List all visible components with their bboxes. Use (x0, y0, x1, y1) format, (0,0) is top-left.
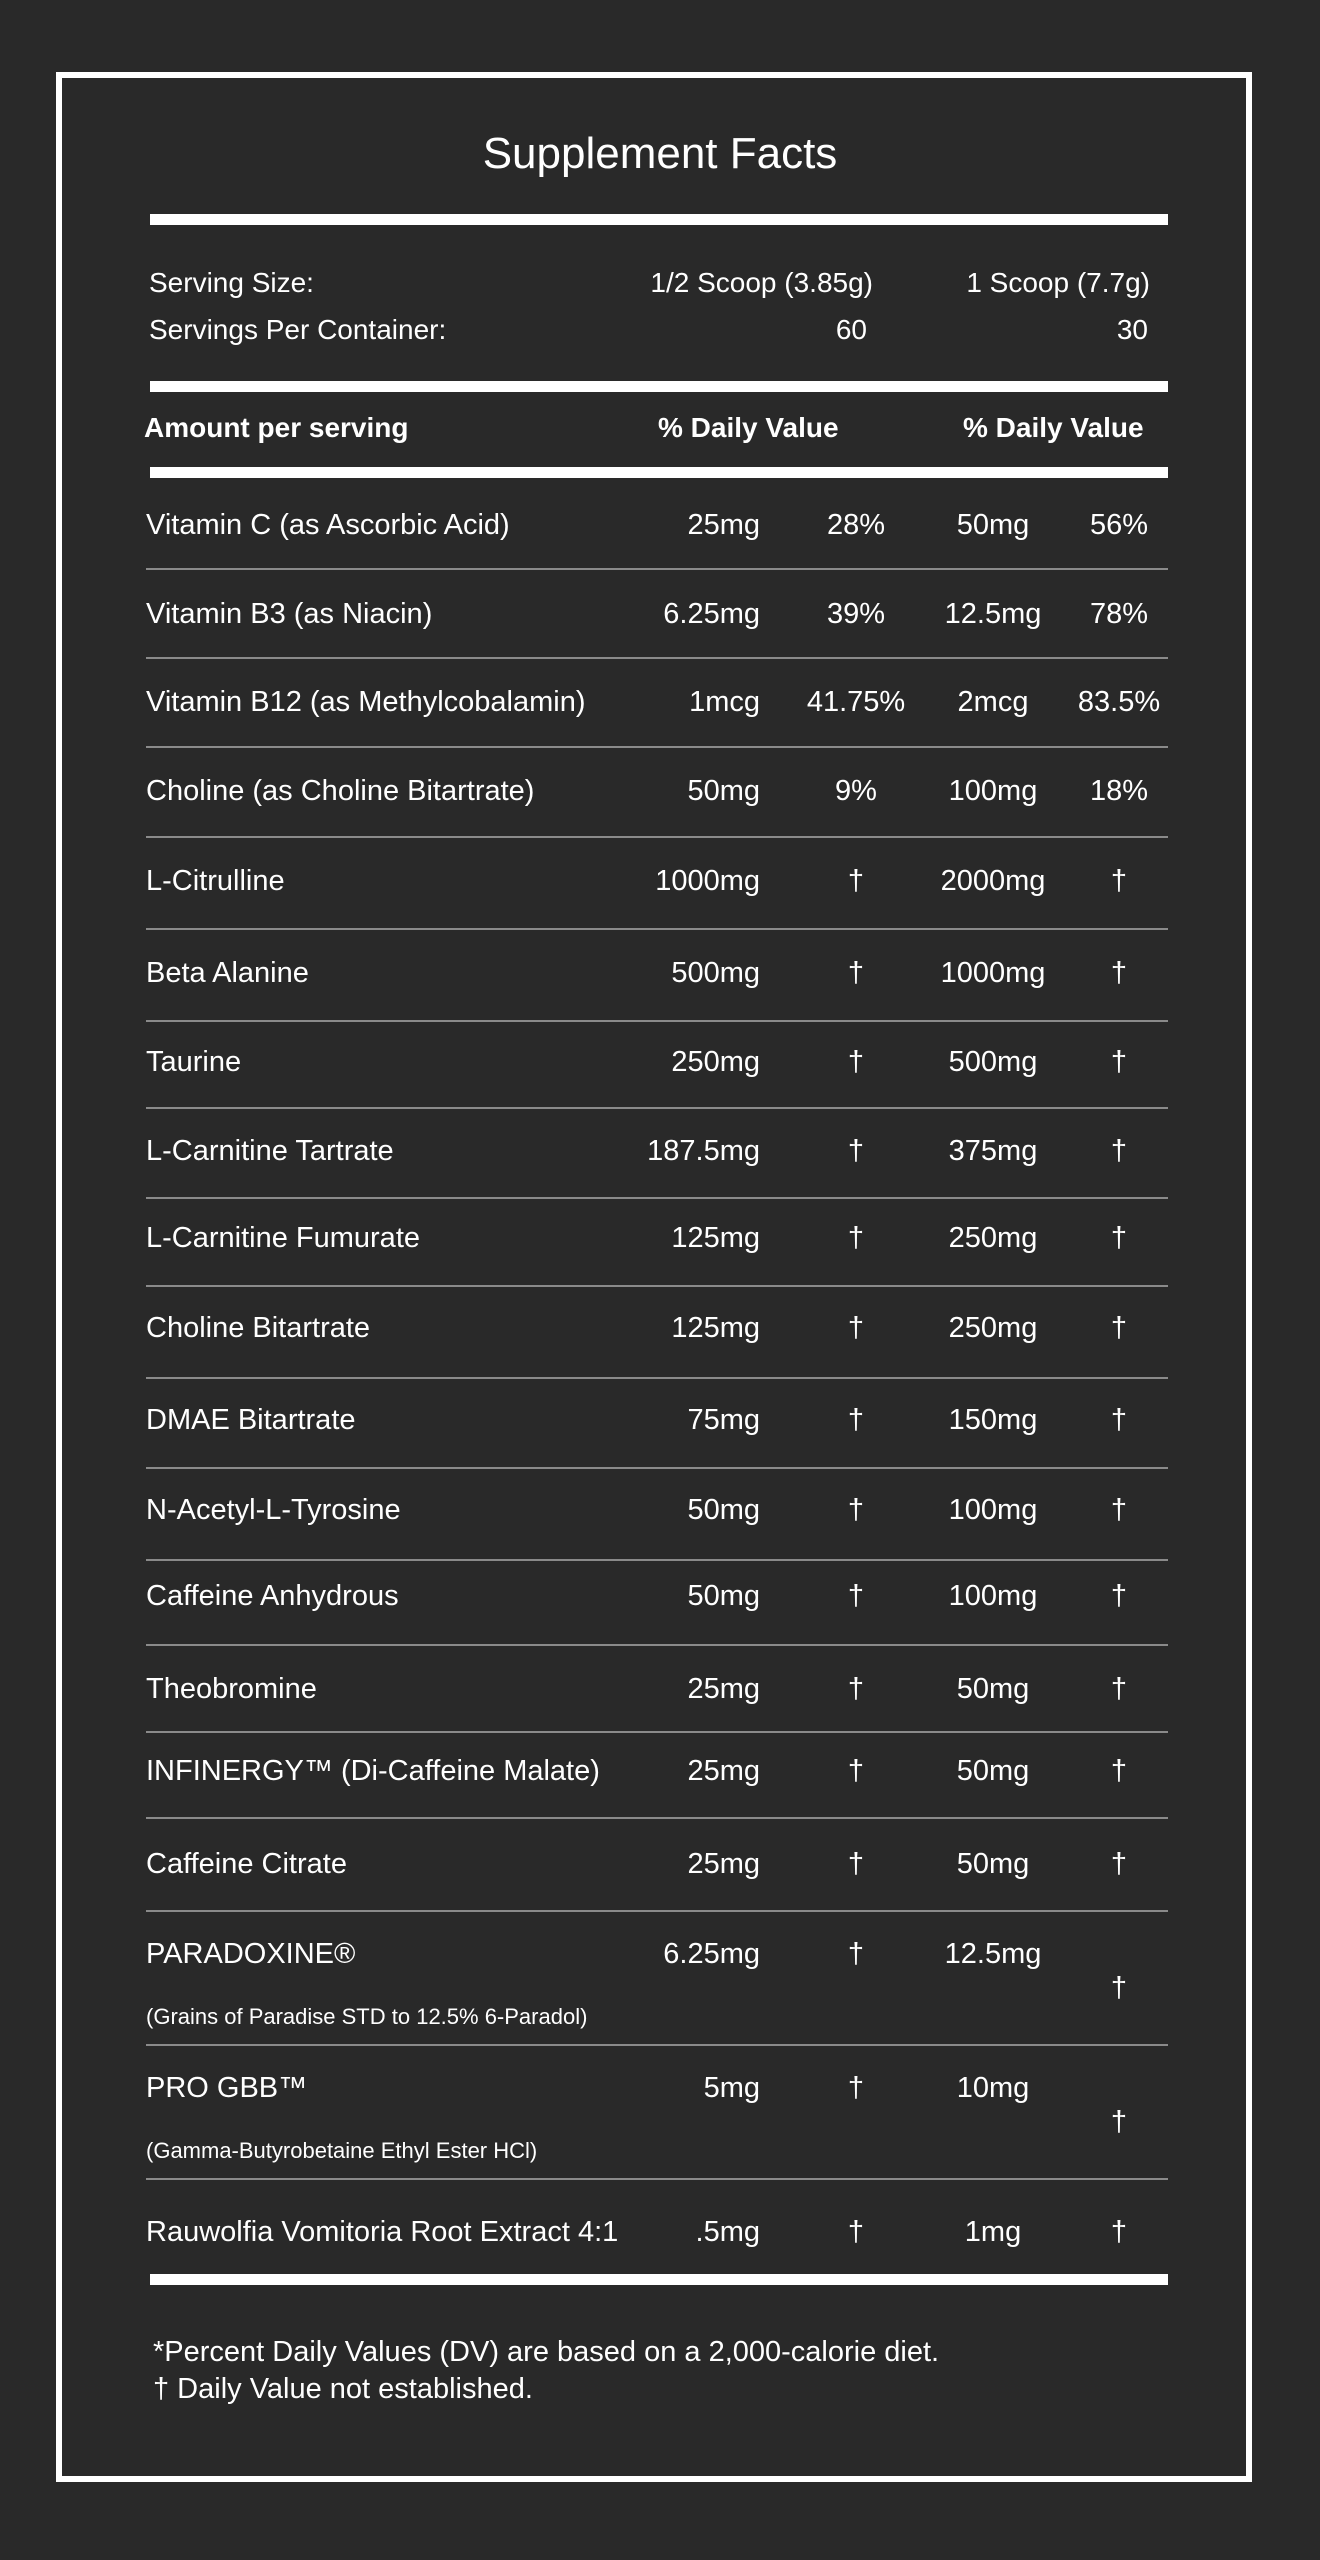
serving-size-label: Serving Size: (149, 267, 314, 298)
header-daily-value-full: % Daily Value (963, 412, 1144, 443)
daily-value-half-scoop: 9% (835, 775, 877, 807)
ingredient-name: INFINERGY™ (Di-Caffeine Malate) (146, 1755, 600, 1787)
amount-half-scoop: 187.5mg (647, 1135, 760, 1167)
daily-value-full-scoop: † (1110, 1673, 1128, 1705)
daily-value-half-scoop: 41.75% (806, 686, 906, 718)
servings-per-container-half: 60 (835, 314, 867, 345)
daily-value-full-scoop: † (1110, 1972, 1128, 2004)
footnote-dagger: † Daily Value not established. (153, 2373, 533, 2405)
amount-full-scoop: 150mg (948, 1404, 1038, 1436)
ingredient-name: Vitamin B3 (as Niacin) (146, 598, 433, 630)
amount-half-scoop: 125mg (671, 1312, 760, 1344)
daily-value-half-scoop: † (847, 1494, 865, 1526)
serving-size-full: 1 Scoop (7.7g) (966, 267, 1150, 298)
row-divider (146, 1285, 1168, 1287)
daily-value-full-scoop: † (1110, 1848, 1128, 1880)
divider-thick (150, 2274, 1168, 2285)
servings-per-container-full: 30 (1116, 314, 1148, 345)
amount-half-scoop: 6.25mg (663, 1938, 760, 1970)
ingredient-name: Taurine (146, 1046, 242, 1078)
ingredient-name: L-Citrulline (146, 865, 285, 897)
daily-value-full-scoop: † (1110, 1580, 1128, 1612)
amount-full-scoop: 250mg (948, 1312, 1038, 1344)
amount-half-scoop: 25mg (687, 509, 760, 541)
ingredient-name: Theobromine (146, 1673, 317, 1705)
amount-full-scoop: 12.5mg (944, 1938, 1042, 1970)
daily-value-half-scoop: † (847, 2216, 865, 2248)
daily-value-full-scoop: 78% (1089, 598, 1149, 630)
row-divider (146, 746, 1168, 748)
row-divider (146, 568, 1168, 570)
row-divider (146, 1020, 1168, 1022)
ingredient-name: L-Carnitine Tartrate (146, 1135, 394, 1167)
daily-value-half-scoop: † (847, 1580, 865, 1612)
row-divider (146, 1559, 1168, 1561)
daily-value-full-scoop: † (1110, 1222, 1128, 1254)
row-divider (146, 1817, 1168, 1819)
daily-value-half-scoop: † (847, 1222, 865, 1254)
ingredient-name: Caffeine Citrate (146, 1848, 347, 1880)
daily-value-half-scoop: † (847, 1938, 865, 1970)
amount-half-scoop: 1000mg (655, 865, 760, 897)
divider-thick (150, 214, 1168, 225)
daily-value-half-scoop: † (847, 1848, 865, 1880)
amount-half-scoop: 50mg (687, 1580, 760, 1612)
row-divider (146, 1731, 1168, 1733)
amount-full-scoop: 50mg (956, 1755, 1030, 1787)
ingredient-subtitle: (Grains of Paradise STD to 12.5% 6-Paradol) (146, 2004, 588, 2029)
ingredient-name: PRO GBB™ (146, 2072, 308, 2104)
amount-full-scoop: 10mg (956, 2072, 1030, 2104)
daily-value-full-scoop: † (1110, 2216, 1128, 2248)
amount-full-scoop: 500mg (948, 1046, 1038, 1078)
amount-half-scoop: 50mg (687, 775, 760, 807)
daily-value-half-scoop: † (847, 865, 865, 897)
daily-value-half-scoop: † (847, 1404, 865, 1436)
row-divider (146, 1197, 1168, 1199)
ingredient-subtitle: (Gamma-Butyrobetaine Ethyl Ester HCl) (146, 2138, 538, 2163)
amount-full-scoop: 100mg (948, 1494, 1038, 1526)
amount-half-scoop: 25mg (687, 1673, 760, 1705)
divider-thick (150, 467, 1168, 478)
ingredient-name: Choline Bitartrate (146, 1312, 371, 1344)
row-divider (146, 1910, 1168, 1912)
amount-half-scoop: 6.25mg (663, 598, 760, 630)
daily-value-full-scoop: 56% (1089, 509, 1149, 541)
daily-value-full-scoop: 18% (1089, 775, 1149, 807)
page-title: Supplement Facts (482, 129, 838, 178)
daily-value-full-scoop: 83.5% (1077, 686, 1161, 718)
amount-half-scoop: 125mg (671, 1222, 760, 1254)
daily-value-full-scoop: † (1110, 2106, 1128, 2138)
amount-full-scoop: 1000mg (940, 957, 1046, 989)
daily-value-half-scoop: † (847, 1673, 865, 1705)
amount-half-scoop: 25mg (687, 1755, 760, 1787)
row-divider (146, 2044, 1168, 2046)
amount-full-scoop: 250mg (948, 1222, 1038, 1254)
daily-value-full-scoop: † (1110, 1755, 1128, 1787)
ingredient-name: DMAE Bitartrate (146, 1404, 356, 1436)
servings-per-container-label: Servings Per Container: (149, 314, 447, 345)
daily-value-half-scoop: † (847, 957, 865, 989)
ingredient-name: Vitamin C (as Ascorbic Acid) (146, 509, 510, 541)
daily-value-full-scoop: † (1110, 1312, 1128, 1344)
amount-full-scoop: 1mg (964, 2216, 1022, 2248)
ingredient-name: Choline (as Choline Bitartrate) (146, 775, 535, 807)
amount-half-scoop: 75mg (687, 1404, 760, 1436)
daily-value-full-scoop: † (1110, 1494, 1128, 1526)
daily-value-half-scoop: † (847, 1135, 865, 1167)
row-divider (146, 657, 1168, 659)
header-amount-per-serving: Amount per serving (144, 412, 409, 443)
row-divider (146, 836, 1168, 838)
row-divider (146, 1107, 1168, 1109)
ingredient-name: L-Carnitine Fumurate (146, 1222, 420, 1254)
amount-full-scoop: 375mg (948, 1135, 1038, 1167)
daily-value-half-scoop: † (847, 1755, 865, 1787)
daily-value-full-scoop: † (1110, 957, 1128, 989)
amount-half-scoop: 250mg (671, 1046, 760, 1078)
daily-value-half-scoop: † (847, 1312, 865, 1344)
serving-size-half: 1/2 Scoop (3.85g) (650, 267, 873, 298)
ingredient-name: Vitamin B12 (as Methylcobalamin) (146, 686, 586, 718)
daily-value-half-scoop: 28% (826, 509, 886, 541)
daily-value-full-scoop: † (1110, 1404, 1128, 1436)
daily-value-half-scoop: 39% (826, 598, 886, 630)
amount-half-scoop: 5mg (703, 2072, 760, 2104)
amount-half-scoop: 25mg (687, 1848, 760, 1880)
ingredient-name: Caffeine Anhydrous (146, 1580, 399, 1612)
row-divider (146, 1467, 1168, 1469)
amount-full-scoop: 2000mg (940, 865, 1046, 897)
footnote-daily-value: *Percent Daily Values (DV) are based on a 2,000-calorie diet. (153, 2336, 940, 2368)
ingredient-name: PARADOXINE® (146, 1938, 356, 1970)
amount-full-scoop: 100mg (948, 1580, 1038, 1612)
amount-full-scoop: 50mg (956, 1673, 1030, 1705)
daily-value-half-scoop: † (847, 1046, 865, 1078)
amount-full-scoop: 50mg (956, 509, 1030, 541)
row-divider (146, 2178, 1168, 2180)
ingredient-name: Rauwolfia Vomitoria Root Extract 4:1 (146, 2216, 619, 2248)
amount-half-scoop: 500mg (671, 957, 760, 989)
row-divider (146, 1644, 1168, 1646)
amount-half-scoop: 50mg (687, 1494, 760, 1526)
header-daily-value-half: % Daily Value (658, 412, 839, 443)
daily-value-full-scoop: † (1110, 865, 1128, 897)
ingredient-name: N-Acetyl-L-Tyrosine (146, 1494, 401, 1526)
amount-half-scoop: .5mg (695, 2216, 760, 2248)
amount-half-scoop: 1mcg (689, 686, 760, 718)
daily-value-full-scoop: † (1110, 1046, 1128, 1078)
row-divider (146, 1377, 1168, 1379)
ingredient-name: Beta Alanine (146, 957, 309, 989)
divider-thick (150, 381, 1168, 392)
amount-full-scoop: 12.5mg (944, 598, 1042, 630)
amount-full-scoop: 2mcg (957, 686, 1029, 718)
amount-full-scoop: 100mg (948, 775, 1038, 807)
row-divider (146, 928, 1168, 930)
daily-value-full-scoop: † (1110, 1135, 1128, 1167)
amount-full-scoop: 50mg (956, 1848, 1030, 1880)
daily-value-half-scoop: † (847, 2072, 865, 2104)
